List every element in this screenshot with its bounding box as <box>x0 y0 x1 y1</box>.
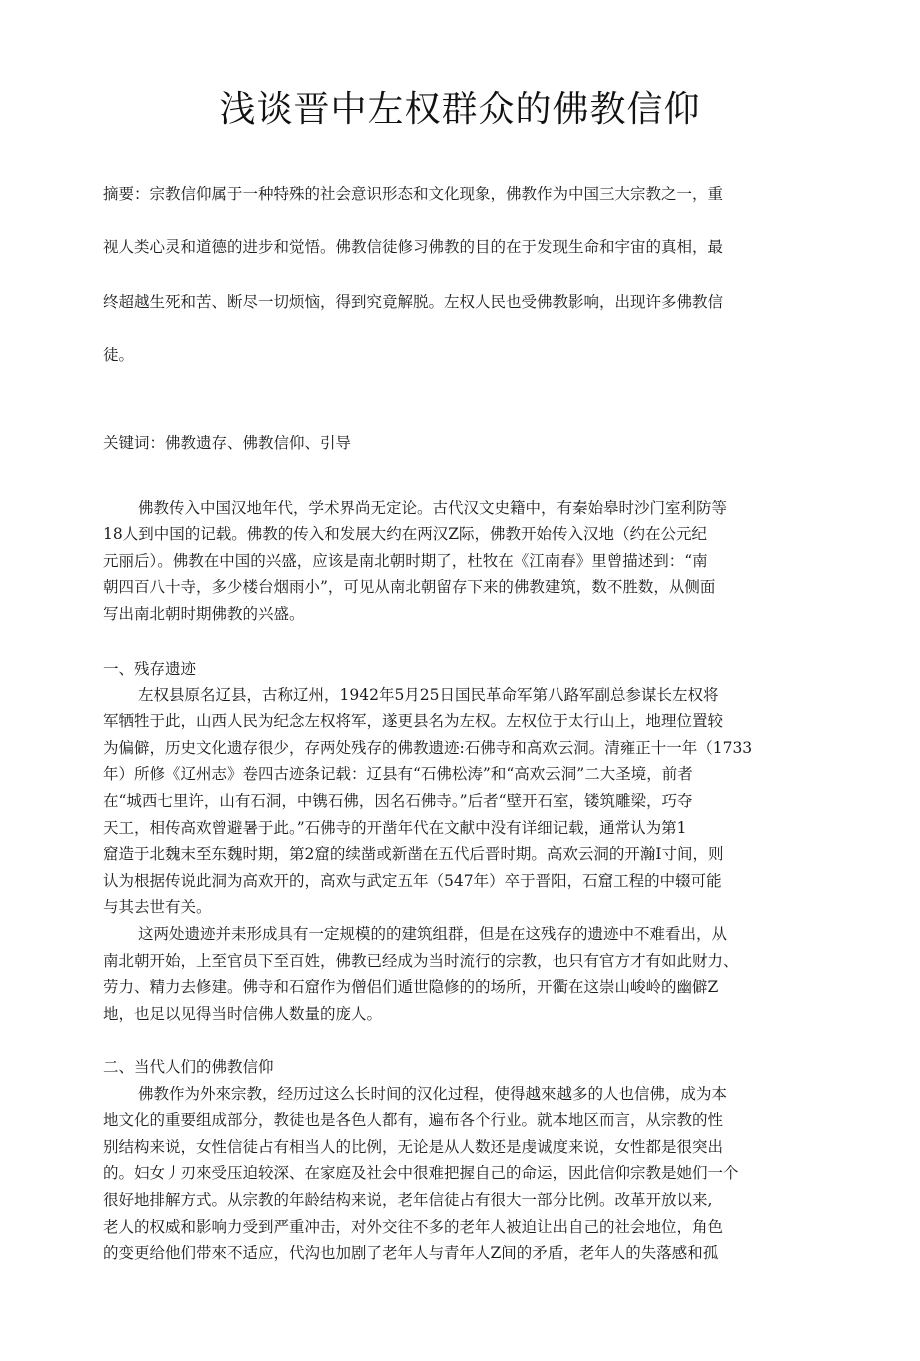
intro-line: 写出南北朝时期佛教的兴盛。 <box>103 605 305 623</box>
body-line: 地文化的重要组成部分，教徒也是各色人都有，遍布各个行业。就本地区而言，从宗教的性 <box>103 1111 724 1129</box>
abstract-line: 终超越生死和苦、断尽一切烦恼，得到究竟解脱。左权人民也受佛教影响，出现许多佛教信 <box>103 293 724 311</box>
body-line: 地，也足以见得当时信佛人数量的庞人。 <box>103 1005 383 1023</box>
body-line: 别结构来说，女性信徒占有相当人的比例，无论是从人数还是虔诚度来说，女性都是很突出 <box>103 1138 724 1156</box>
body-line: 南北朝开始，上至官员下至百姓，佛教已经成为当时流行的宗教，也只有官方才有如此财力、 <box>103 952 739 970</box>
body-line: 很好地排解方式。从宗教的年龄结构来说，老年信徒占有很大一部分比例。改革开放以来, <box>103 1191 713 1209</box>
body-line: 左权县原名辽县，古称辽州，1942年5月25日国民革命军第八路军副总参谋长左权将 <box>138 686 719 704</box>
abstract-line: 徒。 <box>103 346 135 364</box>
section-heading: 二、当代人们的佛教信仰 <box>103 1058 274 1076</box>
intro-line: 佛教传入中国汉地年代，学术界尚无定论。古代汉文史籍中，有秦始皋时沙门室利防等 <box>138 499 728 517</box>
body-line: 天工，相传高欢曾避暑于此。”石佛寺的开凿年代在文献中没有详细记载，通常认为第1 <box>103 819 687 837</box>
body-line: 窟造于北魏末至东魏时期，第2窟的续凿或新凿在五代后晋时期。高欢云洞的开瀚I寸间，则 <box>103 845 724 863</box>
body-line: 的。妇女丿刃來受压迫较深、在家庭及社会中很难把握自己的命运，因此信仰宗教是她们一个 <box>103 1164 739 1182</box>
intro-line: 元丽后）。佛教在中国的兴盛，应该是南北朝时期了，杜牧在《江南春》里曾描述到：“南 <box>103 552 708 570</box>
body-line: 认为根据传说此洞为高欢开的，高欢与武定五年（547年）卒于晋阳，石窟工程的中辍可能 <box>103 872 722 890</box>
keywords-line: 关键词：佛教遗存、佛教信仰、引导 <box>103 434 352 452</box>
body-line: 军牺牲于此，山西人民为纪念左权将军，遂更县名为左权。左权位于太行山上，地理位置较 <box>103 712 724 730</box>
body-line: 为偏僻，历史文化遗存很少，存两处残存的佛教遗迹:石佛寺和高欢云洞。清雍正十一年（1733 <box>103 739 753 757</box>
body-line: 这两处遗迹并耒形成具有一定规模的的建筑组群，但是在这残存的遗迹中不难看出，从 <box>138 925 728 943</box>
intro-line: 朝四百八十寺，多少楼台烟雨小”，可见从南北朝留存下来的佛教建筑，数不胜数，从侧面 <box>103 578 716 596</box>
body-line: 年）所修《辽州志》卷四古迹条记载：辽县有“石佛松涛”和“高欢云洞”二大圣境，前者 <box>103 765 693 783</box>
intro-line: 18人到中国的记载。佛教的传入和发展大约在两汉Z际，佛教开始传入汉地（约在公元纪 <box>103 525 707 543</box>
body-line: 与其去世有关。 <box>103 898 212 916</box>
body-line: 的变更给他们带來不适应，代沟也加剧了老年人与青年人Z间的矛盾，老年人的失落感和孤 <box>103 1244 719 1262</box>
section-heading: 一、残存遗迹 <box>103 660 197 678</box>
abstract-line: 视人类心灵和道德的进步和觉悟。佛教信徒修习佛教的目的在于发现生命和宇宙的真相，最 <box>103 238 724 256</box>
body-line: 老人的权威和影响力受到严重冲击，对外交往不多的老年人被迫让出自己的社会地位，角色 <box>103 1218 724 1236</box>
body-line: 佛教作为外來宗教，经历过这么长时间的汉化过程，使得越來越多的人也信佛，成为本 <box>138 1085 728 1103</box>
abstract-line: 摘要：宗教信仰属于一种特殊的社会意识形态和文化现象，佛教作为中国三大宗教之一，重 <box>103 185 724 203</box>
document-title: 浅谈晋中左权群众的佛教信仰 <box>219 89 701 130</box>
body-line: 劳力、精力去修建。佛寺和石窟作为僧侣们遁世隐修的的场所，开衢在这崇山峻岭的幽僻Z <box>103 978 719 996</box>
body-line: 在“城西七里许，山有石洞，中镌石佛，因名石佛寺。”后者“壁开石室，镂筑雕梁，巧夺 <box>103 792 693 810</box>
